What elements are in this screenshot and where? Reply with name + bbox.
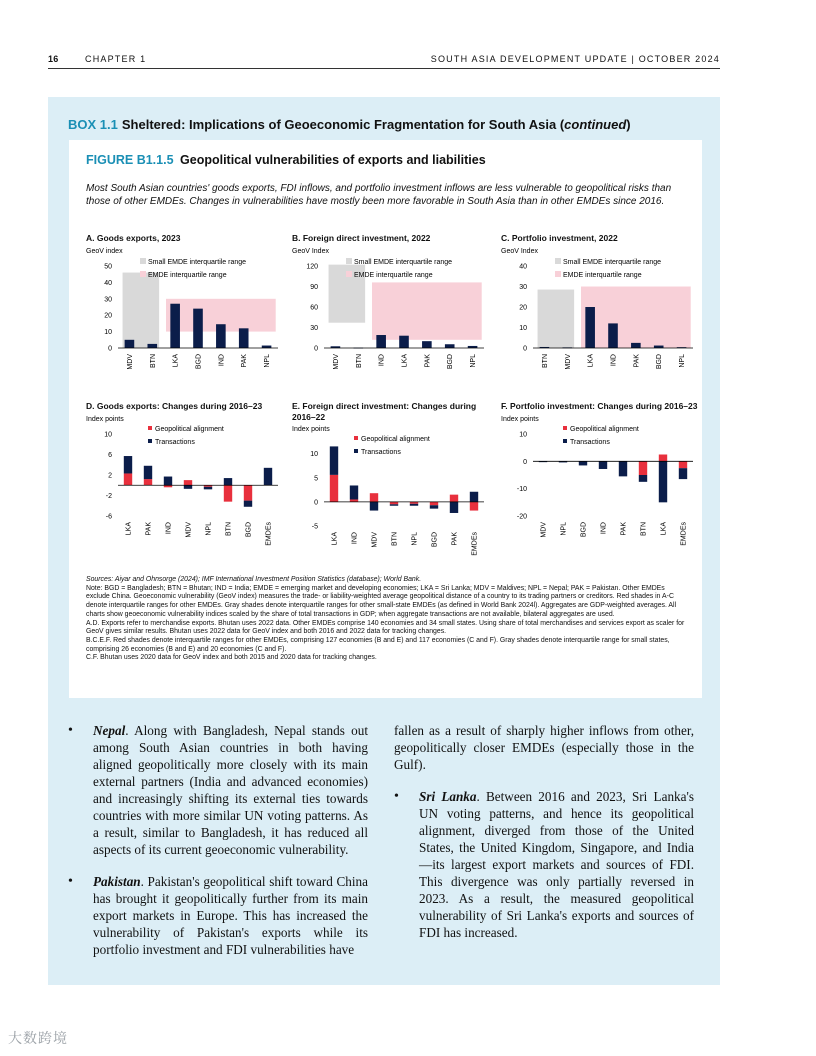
- figure-label: FIGURE B1.1.5: [86, 153, 174, 167]
- panel-e: [292, 401, 497, 562]
- y-tick-label: -6: [105, 513, 112, 520]
- y-tick-label: 40: [519, 263, 527, 270]
- figure-title-text: Geopolitical vulnerabilities of exports and liabilities: [180, 153, 486, 167]
- y-tick-label: 10: [104, 431, 112, 438]
- bar-transactions-ind: [350, 485, 358, 499]
- y-tick-label: 90: [310, 283, 318, 291]
- y-axis-label: GeoV index: [86, 247, 123, 255]
- box-title-suffix: continued: [564, 117, 627, 132]
- legend-label-alignment: Geopolitical alignment: [155, 425, 224, 433]
- y-axis-label: GeoV Index: [501, 247, 538, 255]
- x-tick-label: NPL: [264, 353, 272, 368]
- bar-transactions-bgd: [430, 505, 438, 508]
- y-tick-label: 60: [310, 304, 318, 311]
- legend-swatch-alignment: [563, 426, 567, 430]
- bar-transactions-emdes: [470, 492, 478, 502]
- bar-alignment-lka: [330, 475, 338, 502]
- box-label: BOX 1.1: [68, 117, 118, 132]
- panel-e-title: E. Foreign direct investment: Changes during 2016–22: [292, 401, 477, 422]
- y-tick-label: 50: [104, 263, 112, 270]
- panel-e-chart: [292, 422, 492, 562]
- legend-label-emde: EMDE interquartile range: [563, 271, 642, 279]
- y-tick-label: 10: [519, 431, 527, 438]
- panel-c-title: C. Portfolio investment, 2022: [501, 233, 618, 243]
- panel-d: [86, 401, 291, 552]
- panel-a-title: A. Goods exports, 2023: [86, 233, 181, 243]
- legend-label-emde: EMDE interquartile range: [148, 271, 227, 279]
- x-tick-label: IND: [165, 521, 173, 534]
- bar-lka: [399, 335, 409, 347]
- x-tick-label: IND: [378, 353, 386, 366]
- publication-title: SOUTH ASIA DEVELOPMENT UPDATE | OCTOBER 2024: [430, 54, 720, 64]
- bar-pak: [631, 342, 641, 347]
- x-tick-label: NPL: [679, 353, 687, 368]
- y-axis-label: Index points: [501, 415, 539, 423]
- legend-label-small-emde: Small EMDE interquartile range: [354, 258, 453, 266]
- bar-transactions-pak: [144, 465, 152, 478]
- box-panel: [48, 97, 720, 985]
- x-tick-label: BGD: [195, 353, 203, 369]
- y-tick-label: 2: [108, 472, 112, 479]
- bar-transactions-bgd: [244, 500, 252, 506]
- x-tick-label: BTN: [541, 353, 549, 368]
- y-axis-label: GeoV Index: [292, 247, 329, 255]
- y-tick-label: 0: [523, 345, 527, 352]
- y-axis-label: Index points: [292, 426, 330, 433]
- legend-label-alignment: Geopolitical alignment: [361, 436, 430, 443]
- panel-d-title: D. Goods exports: Changes during 2016–23: [86, 401, 263, 411]
- legend-label-emde: EMDE interquartile range: [354, 271, 433, 279]
- bar-alignment-mdv: [184, 480, 192, 485]
- bar-transactions-lka: [124, 456, 132, 473]
- bar-transactions-emdes: [264, 467, 272, 484]
- body-column-right: [394, 722, 694, 956]
- x-tick-label: LKA: [587, 353, 595, 367]
- bar-alignment-lka: [659, 454, 667, 461]
- legend-swatch-transactions: [563, 439, 567, 443]
- emde-range-band: [372, 282, 482, 339]
- notes-cf: C.F. Bhutan uses 2020 data for GeoV index and both 2015 and 2020 data for tracking changes.: [86, 654, 377, 662]
- legend-label-small-emde: Small EMDE interquartile range: [563, 258, 662, 266]
- notes-ad: A.D. Exports refer to merchandise exports. Bhutan uses 2022 data. Other EMDEs comprise 140 economies and 34 small states. Using share of total merchandises and services export as scaler for GeoV gives similar results. Bhutan uses 2022 data for GeoV index and both 2016 and 2022 data for tracking changes.: [86, 619, 685, 636]
- figure-title: [86, 153, 486, 167]
- y-tick-label: 10: [104, 328, 112, 336]
- bar-transactions-pak: [450, 502, 458, 513]
- panel-b-title: B. Foreign direct investment, 2022: [292, 233, 431, 243]
- srilanka-text: . Between 2016 and 2023, Sri Lanka's UN voting patterns, and hence its geopolitical alignment, diverged from those of the United States, the United Kingdom, Singapore, and India—its largest export markets and sources of FDI. This divergence was only partially reversed in 2023. As a result, the measured geopolitical vulnerability of Sri Lanka's exports and sources of FDI has increased.: [419, 789, 694, 940]
- bar-transactions-btn: [224, 478, 232, 485]
- y-tick-label: -2: [105, 492, 112, 500]
- panel-a: [86, 233, 291, 384]
- notes-bcef: B.C.E.F. Red shades denote interquartile ranges for other EMDEs, comprising 127 economies (B and E) and 117 economies (C and F). Gray shades denote interquartile range for small states, comprising 26 economies (B and E) and 20 economies (C and F).: [86, 636, 670, 653]
- y-tick-label: 40: [104, 279, 112, 287]
- bar-transactions-pak: [619, 461, 627, 476]
- panel-a-chart: [86, 244, 286, 384]
- bar-alignment-lka: [124, 473, 132, 485]
- small-emde-range-band: [123, 272, 160, 347]
- y-tick-label: 6: [108, 451, 112, 459]
- bar-pak: [422, 341, 432, 348]
- legend-label-transactions: Transactions: [155, 438, 195, 446]
- y-tick-label: 30: [310, 324, 318, 332]
- x-tick-label: NPL: [205, 521, 213, 536]
- legend-swatch-transactions: [354, 449, 358, 453]
- x-tick-label: PAK: [633, 353, 641, 367]
- legend-label-small-emde: Small EMDE interquartile range: [148, 258, 247, 266]
- x-tick-label: LKA: [172, 353, 180, 367]
- legend-swatch-small-emde: [346, 258, 352, 264]
- y-tick-label: 0: [108, 345, 112, 352]
- pakistan-text: . Pakistan's geopolitical shift toward China has brought it geopolitically further from its main export markets in Europe. This has increased the vulnerability of Pakistan's exports while its portfolio investment and FDI vulnerabilities have: [93, 874, 368, 957]
- x-tick-label: PAK: [145, 521, 153, 535]
- box-title: BOX 1.1 Sheltered: Implications of Geoeconomic Fragmentation for South Asia (continued): [68, 117, 631, 132]
- bar-alignment-pak: [144, 479, 152, 485]
- panel-f: [501, 401, 706, 552]
- x-tick-label: BGD: [245, 521, 253, 537]
- y-tick-label: 0: [314, 499, 318, 507]
- legend-swatch-alignment: [354, 436, 358, 440]
- bar-ind: [608, 323, 618, 348]
- y-tick-label: 0: [523, 458, 527, 466]
- panel-c: [501, 233, 706, 384]
- y-tick-label: -20: [516, 513, 527, 520]
- legend-swatch-transactions: [148, 439, 152, 443]
- nepal-text: . Along with Bangladesh, Nepal stands out among South Asian countries in both having aligned geopolitically more closely with its main external partners (India and advanced economies) and increasingly shifting its external ties towards countries with more similar UN voting patterns. As a result, similar to Bangladesh, it has reduced all aspects of its current geoeconomic vulnerability.: [93, 723, 368, 857]
- bar-bgd: [445, 344, 455, 348]
- bullet-srilanka: [394, 788, 694, 941]
- legend-swatch-emde: [555, 271, 561, 277]
- bar-alignment-mdv: [370, 493, 378, 502]
- legend-swatch-emde: [346, 271, 352, 277]
- bar-pak: [239, 328, 249, 348]
- nepal-lead: Nepal: [93, 723, 126, 738]
- bar-alignment-emdes: [470, 502, 478, 511]
- bar-transactions-npl: [204, 486, 212, 489]
- bar-mdv: [125, 339, 135, 347]
- notes-note: Note: BGD = Bangladesh; BTN = Bhutan; IND = India; EMDE = emerging market and developing economies; LKA = Sri Lanka; MDV = Maldives; NPL = Nepal; PAK = Pakistan. Other EMDEs exclude China. Geoeconomic vulnerability (GeoV index) measures the trade- or liability-weighted average geopolitical distance of a country to its trading partners or creditors. Red shades in A-C denote interquartile ranges for other EMDEs. Gray shades denote interquartile ranges for other small-state EMDEs (as defined in World Bank 2024l). Aggregates are GDP-weighted averages. All charts show geoeconomic vulnerability indices scaled by the share of total transactions in GDP; when aggregate transactions are not available, bilateral aggregates are used.: [86, 584, 677, 618]
- x-tick-label: BTN: [225, 521, 233, 536]
- x-tick-label: IND: [351, 532, 359, 545]
- y-tick-label: 30: [519, 283, 527, 291]
- legend-swatch-emde: [140, 271, 146, 277]
- bar-bgd: [193, 308, 203, 347]
- x-tick-label: LKA: [125, 521, 133, 535]
- y-tick-label: 30: [104, 295, 112, 303]
- legend-label-alignment: Geopolitical alignment: [570, 425, 639, 433]
- x-tick-label: MDV: [371, 532, 379, 548]
- bar-transactions-emdes: [679, 468, 687, 479]
- y-axis-label: Index points: [86, 415, 124, 423]
- bar-btn: [147, 343, 157, 347]
- figure-panel: [69, 140, 702, 698]
- bar-alignment-bgd: [430, 502, 438, 505]
- x-tick-label: BTN: [149, 353, 157, 368]
- bar-ind: [216, 324, 226, 348]
- x-tick-label: MDV: [126, 353, 134, 370]
- x-tick-label: LKA: [331, 532, 339, 546]
- x-tick-label: BGD: [447, 353, 455, 369]
- y-tick-label: 120: [306, 263, 318, 270]
- x-tick-label: NPL: [560, 521, 568, 536]
- pakistan-lead: Pakistan: [93, 874, 141, 889]
- chapter-label: CHAPTER 1: [85, 54, 147, 64]
- panel-f-chart: [501, 412, 701, 552]
- legend-label-transactions: Transactions: [570, 438, 610, 446]
- bar-alignment-pak: [450, 495, 458, 502]
- y-tick-label: 20: [104, 312, 112, 320]
- y-tick-label: 10: [310, 451, 318, 459]
- x-tick-label: MDV: [185, 521, 193, 538]
- x-tick-label: LKA: [660, 521, 668, 535]
- x-tick-label: BGD: [580, 521, 588, 537]
- legend-swatch-small-emde: [555, 258, 561, 264]
- bar-lka: [170, 303, 180, 347]
- legend-label-transactions: Transactions: [361, 449, 401, 456]
- y-tick-label: 0: [314, 345, 318, 352]
- x-tick-label: IND: [218, 353, 226, 366]
- x-tick-label: MDV: [540, 521, 548, 538]
- panel-b-chart: [292, 244, 492, 384]
- watermark: 大数跨境: [8, 1030, 68, 1046]
- x-tick-label: IND: [610, 353, 618, 366]
- bar-transactions-btn: [639, 475, 647, 482]
- bar-transactions-mdv: [370, 502, 378, 511]
- bar-transactions-mdv: [184, 485, 192, 489]
- panel-d-chart: [86, 412, 286, 552]
- x-tick-label: PAK: [451, 532, 459, 546]
- notes-sources: Sources: Aiyar and Ohnsorge (2024); IMF International Investment Position Statistics (database); World Bank.: [86, 576, 422, 583]
- bar-alignment-btn: [639, 461, 647, 475]
- legend-swatch-small-emde: [140, 258, 146, 264]
- y-tick-label: 20: [519, 304, 527, 311]
- panel-c-chart: [501, 244, 701, 384]
- bullet-nepal: [68, 722, 368, 858]
- x-tick-label: MDV: [564, 353, 572, 370]
- panel-f-title: F. Portfolio investment: Changes during 2016–23: [501, 401, 698, 411]
- emde-range-band: [581, 286, 691, 348]
- bar-alignment-emdes: [679, 461, 687, 468]
- box-title-text: Sheltered: Implications of Geoeconomic Fragmentation for South Asia: [121, 117, 557, 132]
- srilanka-lead: Sri Lanka: [419, 789, 477, 804]
- bar-transactions-bgd: [579, 461, 587, 465]
- page-header: [48, 52, 720, 69]
- y-tick-label: 5: [314, 475, 318, 483]
- x-tick-label: PAK: [620, 521, 628, 535]
- bullet-pakistan: [68, 873, 368, 958]
- x-tick-label: EMDEs: [471, 532, 479, 556]
- x-tick-label: PAK: [241, 353, 249, 367]
- x-tick-label: LKA: [401, 353, 409, 367]
- x-tick-label: NPL: [411, 532, 419, 546]
- y-tick-label: -5: [311, 523, 318, 531]
- pakistan-continued: fallen as a result of sharply higher inflows from other, geopolitically closer EMDEs (especially those in the Gulf).: [394, 723, 694, 772]
- x-tick-label: BTN: [391, 532, 399, 546]
- bar-transactions-npl: [410, 504, 418, 506]
- y-tick-label: -10: [516, 485, 527, 493]
- bar-ind: [376, 335, 386, 348]
- x-tick-label: BGD: [431, 532, 439, 548]
- x-tick-label: BTN: [640, 521, 648, 536]
- x-tick-label: NPL: [470, 353, 478, 368]
- page-number: 16: [48, 54, 59, 64]
- x-tick-label: EMDEs: [680, 521, 688, 546]
- x-tick-label: IND: [600, 521, 608, 534]
- figure-notes: [86, 576, 688, 663]
- bar-alignment-bgd: [244, 485, 252, 500]
- x-tick-label: PAK: [424, 353, 432, 367]
- body-column-left: [68, 722, 368, 973]
- panel-b: [292, 233, 497, 384]
- bar-lka: [585, 307, 595, 348]
- bar-transactions-lka: [330, 446, 338, 474]
- bar-transactions-ind: [599, 461, 607, 469]
- x-tick-label: BTN: [355, 353, 363, 368]
- x-tick-label: BGD: [656, 353, 664, 369]
- y-tick-label: 10: [519, 324, 527, 332]
- x-tick-label: EMDEs: [265, 521, 273, 546]
- x-tick-label: MDV: [332, 353, 340, 370]
- bar-transactions-lka: [659, 461, 667, 502]
- legend-swatch-alignment: [148, 426, 152, 430]
- bar-alignment-btn: [224, 485, 232, 501]
- bar-transactions-btn: [390, 504, 398, 505]
- bar-transactions-ind: [164, 476, 172, 485]
- figure-subtitle: Most South Asian countries' goods exports, FDI inflows, and portfolio investment inflows are less vulnerable to geopolitical risks than those of other EMDEs. Changes in vulnerabilities have mostly been more favorable in South Asia than in other EMDEs since 2016.: [86, 183, 672, 208]
- small-emde-range-band: [538, 289, 575, 347]
